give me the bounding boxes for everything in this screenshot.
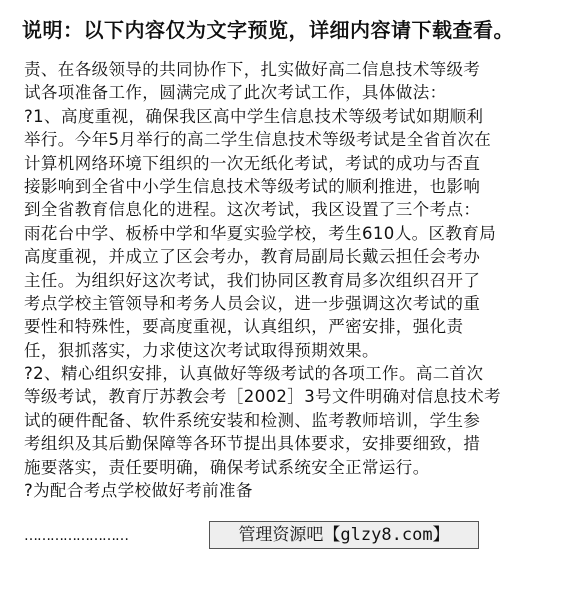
body-line: 责、在各级领导的共同协作下，扎实做好高二信息技术等级考	[24, 60, 481, 79]
body-line: 到全省教育信息化的进程。这次考试，我区设置了三个考点：	[24, 200, 481, 220]
body-line: ?为配合考点学校做好考前准备	[24, 481, 253, 501]
body-line: 要性和特殊性，要高度重视，认真组织，严密安排，强化责	[24, 317, 464, 337]
body-line: 施要落实，责任要明确，确保考试系统安全正常运行。	[24, 457, 430, 477]
body-line: 考点学校主管领导和考务人员会议，进一步强调这次考试的重	[24, 293, 481, 313]
body-line: 试各项准备工作，圆满完成了此次考试工作，具体做法：	[24, 83, 447, 103]
body-line: 举行。今年5月举行的高二学生信息技术等级考试是全省首次在	[24, 130, 492, 150]
preview-notice: 说明：以下内容仅为文字预览，详细内容请下载查看。	[22, 18, 514, 42]
document-body	[24, 58, 554, 502]
body-line: 等级考试，教育厅苏教会考［2002］3号文件明确对信息技术考	[24, 387, 501, 407]
body-line: 高度重视，并成立了区会考办，教育局副局长戴云担任会考办	[24, 247, 481, 267]
body-line: 计算机网络环境下组织的一次无纸化考试，考试的成功与否直	[24, 153, 481, 173]
body-line: 试的硬件配备、软件系统安装和检测、监考教师培训，学生参	[24, 410, 481, 430]
body-line: 雨花台中学、板桥中学和华夏实验学校，考生610人。区教育局	[24, 223, 497, 243]
site-watermark-link[interactable]: 管理资源吧【glzy8.com】	[209, 521, 479, 549]
body-line: 主任。为组织好这次考试，我们协同区教育局多次组织召开了	[24, 270, 481, 290]
body-line: ?1、高度重视，确保我区高中学生信息技术等级考试如期顺利	[24, 106, 484, 126]
body-line: ?2、精心组织安排，认真做好等级考试的各项工作。高二首次	[24, 364, 484, 384]
continuation-dots: ……………………	[24, 528, 128, 544]
body-line: 任，狠抓落实，力求使这次考试取得预期效果。	[24, 340, 379, 360]
body-line: 接影响到全省中小学生信息技术等级考试的顺利推进，也影响	[24, 176, 481, 196]
body-line: 考组织及其后勤保障等各环节提出具体要求，安排要细致，措	[24, 434, 481, 454]
